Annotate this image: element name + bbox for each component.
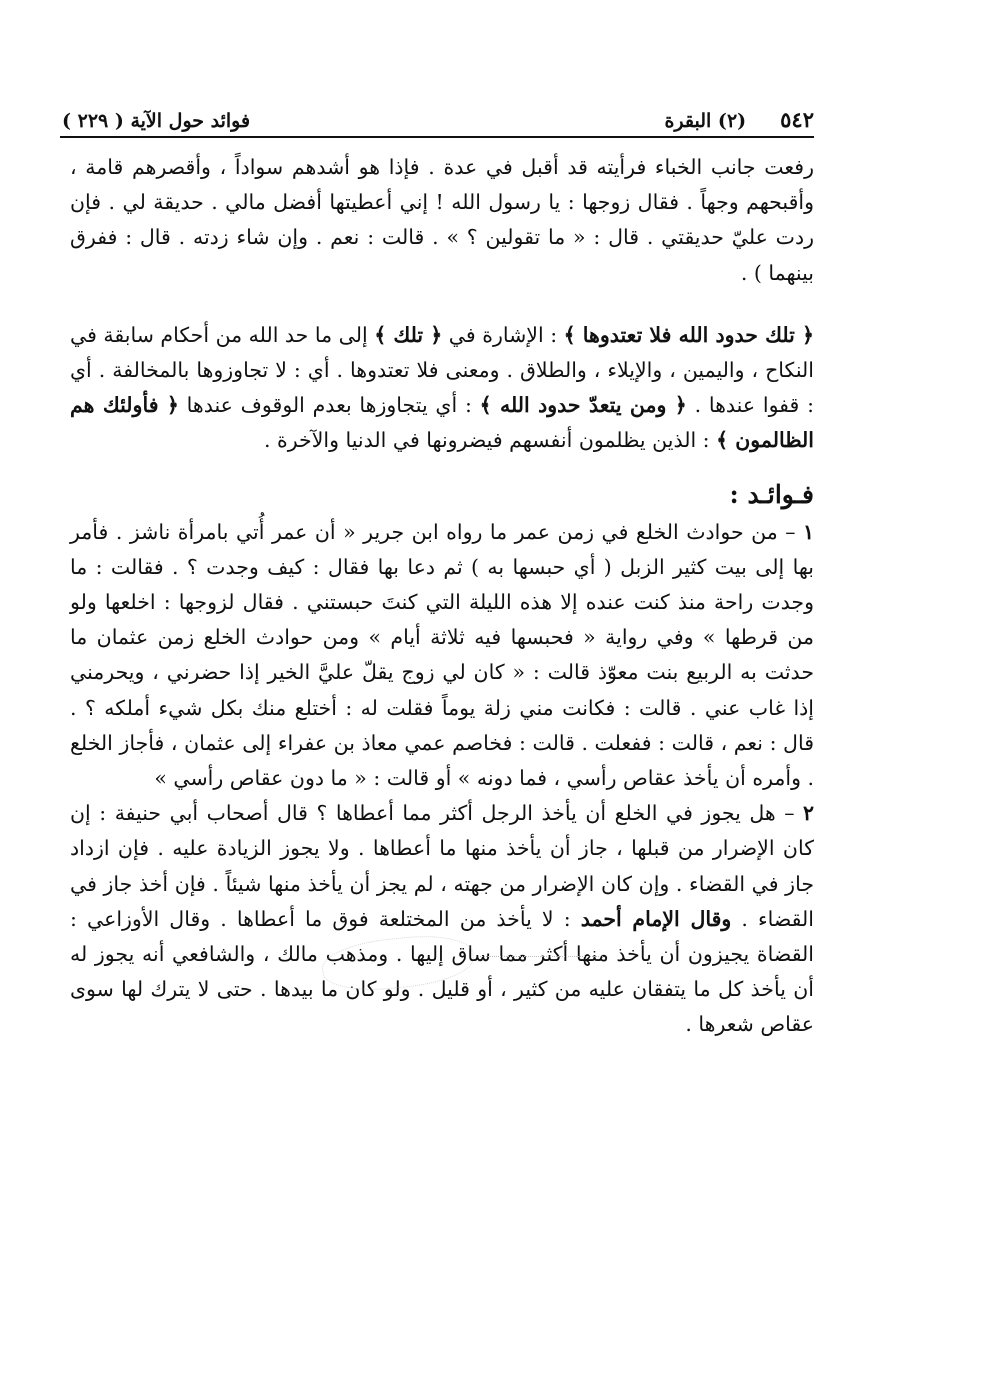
page-body [70,150,814,1043]
benefit-text: : لا يأخذ من المختلعة فوق ما أعطاها . وقال الأوزاعي : القضاة يجيزون أن يأخذ منها أكثر مما ساق إليها . ومذهب مالك ، والشافعي أنه يجوز له أن يأخذ كل ما يتفقان عليه من كثير ، أو قليل . ولو كان ما بيدها . حتى لا يترك لها سوى عقاص شعرها . [70,906,814,1037]
benefit-text: – هل يجوز في الخلع أن يأخذ الرجل أكثر مما أعطاها ؟ قال أصحاب أبي حنيفة : إن كان الإضرار من قبلها ، جاز أن يأخذ منها ما أعطاها . ولا يجوز الزيادة عليه . فإن ازداد جاز في القضاء . وإن كان الإضرار من جهته ، لم يجز أن يأخذ منها شيئاً . فإن أخذ جاز في القضاء . [70,801,814,931]
section-title: فـوائـد : [729,479,814,509]
benefit-number: ١ [802,519,814,544]
header-rule [60,136,814,138]
tafsir-text: : الإشارة في [442,322,564,347]
quran-quote: ﴿ ومن يتعدّ حدود الله ﴾ [479,393,687,418]
benefit-text: – من حوادث الخلع في زمن عمر ما رواه ابن جرير « أن عمر أُتي بامرأة ناشز . فأمر بها إلى بيت كثير الزبل ( أي حبسها به ) ثم دعا بها فقال : كيف وجدت ؟ . فقالت : ما وجدت راحة منذ كنت عنده إلا هذه الليلة التي كنتَ حبستني . فقال لزوجها : اخلعها ولو من قرطها » وفي رواية « فحبسها فيه ثلاثة أيام » ومن حوادث الخلع زمن عثمان ما حدثت به الربيع بنت معوّذ قالت : « كان لي زوج يقلّ عليَّ الخير إذا حضرني ، ويحرمني إذا غاب عني . قالت : فكانت مني زلة يوماً فقلت له : أختلع منك بكل شيء أملكه ؟ . قال : نعم ، قالت : ففعلت . قالت : فخاصم عمي معاذ بن عفراء إلى عثمان ، فأجاز الخلع . وأمره أن يأخذ عقاص رأسي ، فما دونه » أو قالت : « ما دون عقاص رأسي » [70,519,814,791]
quran-quote: ﴿ فأولئك هم الظالمون ﴾ [70,393,814,453]
faint-stamp-line [478,956,603,957]
quran-quote: ﴿ تلك حدود الله فلا تعتدوها ﴾ [563,322,814,347]
tafsir-text: إلى ما حد الله من أحكام سابقة في النكاح ، واليمين ، والإيلاء ، والطلاق . ومعنى فلا تعتدوها . أي : لا تجاوزوها بالمخالفة . أي : قفوا عندها . [70,322,814,418]
benefit-1 [70,515,814,797]
tafsir-paragraph [70,318,814,459]
header-right [664,107,814,132]
tafsir-text: : الذين يظلمون أنفسهم فيضرونها في الدنيا والآخرة . [263,428,717,453]
running-title: فوائد حول الآية ( ٢٢٩ ) [62,110,251,132]
benefit-number: ٢ [802,801,814,826]
surah-name: (٢) البقرة [664,110,747,132]
tafsir-text: : أي يتجاوزها بعدم الوقوف عندها [178,393,480,418]
scholar-name: وقال الإمام أحمد [580,906,732,931]
spacer [70,459,814,475]
benefit-2 [70,796,814,1042]
page-header [62,92,814,132]
intro-paragraph: رفعت جانب الخباء فرأيته قد أقبل في عدة . فإذا هو أشدهم سواداً ، وأقصرهم قامة ، وأقبحهم وجهاً . فقال زوجها : يا رسول الله ! إني أعطيتها أفضل مالي . حديقة لي . فإن ردت عليّ حديقتي . قال : « ما تقولين ؟ » . قالت : نعم . وإن شاء زدته . قال : ففرق بينهما ) . [70,155,814,285]
page-number: ٥٤٢ [780,107,814,132]
quran-quote: ﴿ تلك ﴾ [374,322,443,347]
spacer [70,291,814,318]
